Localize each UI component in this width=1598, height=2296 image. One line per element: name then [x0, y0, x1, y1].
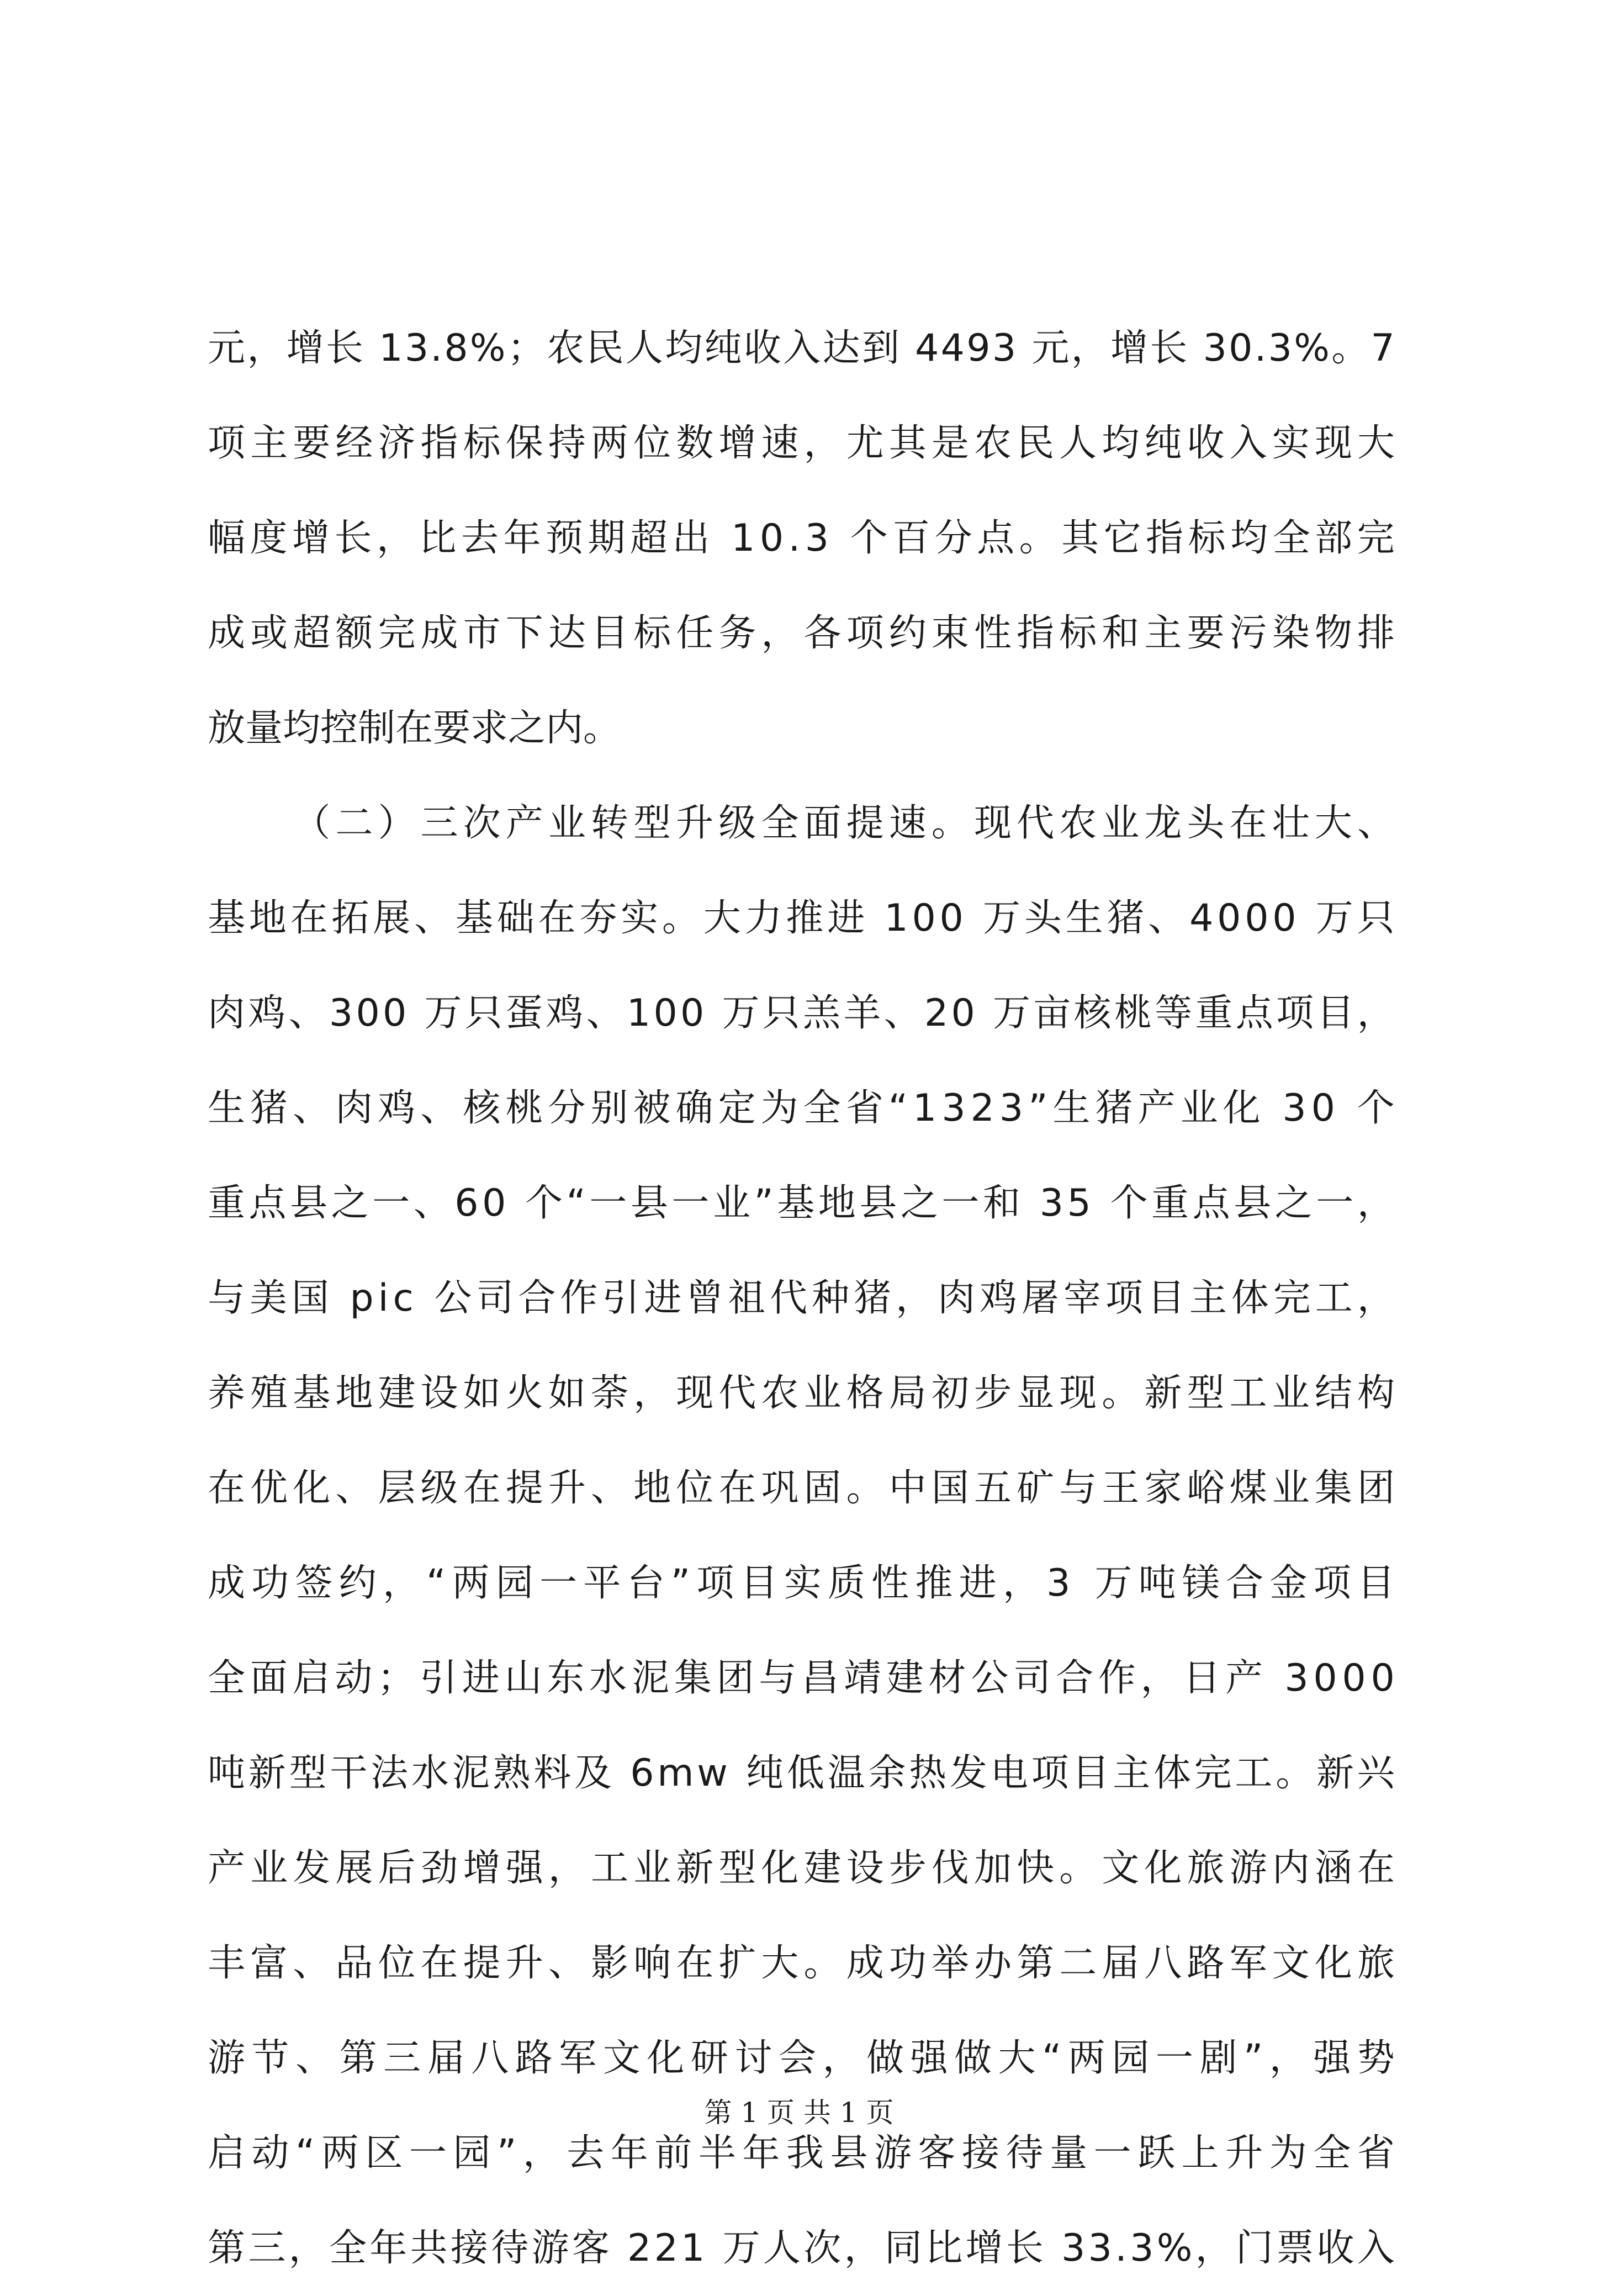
text-line: 放量均控制在要求之内。 [208, 706, 621, 750]
text-line: 产 业 发 展 后 劲 增 强 ， 工 业 新 型 化 建 设 步 伐 加 快 。 文 化 旅 游 内 涵 在 [208, 1846, 1395, 1890]
text-line: 丰 富 、 品 位 在 提 升 、 影 响 在 扩 大 。 成 功 举 办 第 二 届 八 路 军 文 化 旅 [208, 1941, 1395, 1985]
text-line: 肉 鸡 、 3 0 0 万 只 蛋 鸡 、 1 0 0 万 只 羔 羊 、 2 0 万 亩 核 桃 等 重 点 项 目 ， [208, 991, 1395, 1035]
text-line: 成 功 签 约 ， “ 两 园 一 平 台 ” 项 目 实 质 性 推 进 ， 3 万 吨 镁 合 金 项 目 [208, 1561, 1395, 1605]
text-line: 养 殖 基 地 建 设 如 火 如 荼 ， 现 代 农 业 格 局 初 步 显 现 。 新 型 工 业 结 构 [208, 1371, 1395, 1415]
text-line: 幅 度 增 长 ， 比 去 年 预 期 超 出 1 0 . 3 个 百 分 点 。 其 它 指 标 均 全 部 完 [208, 516, 1395, 560]
text-line: 成 或 超 额 完 成 市 下 达 目 标 任 务 ， 各 项 约 束 性 指 标 和 主 要 污 染 物 排 [208, 611, 1395, 655]
text-line: 重 点 县 之 一 、 6 0 个 “ 一 县 一 业 ” 基 地 县 之 一 和 3 5 个 重 点 县 之 一 ， [208, 1181, 1395, 1225]
text-line: 基 地 在 拓 展 、 基 础 在 夯 实 。 大 力 推 进 1 0 0 万 头 生 猪 、 4 0 0 0 万 只 [208, 896, 1395, 940]
text-line: 与 美 国 p i c 公 司 合 作 引 进 曾 祖 代 种 猪 ， 肉 鸡 屠 宰 项 目 主 体 完 工 ， [208, 1276, 1395, 1320]
text-line: 第 三 ， 全 年 共 接 待 游 客 2 2 1 万 人 次 ， 同 比 增 长 3 3 . 3 % ， 门 票 收 入 [208, 2226, 1395, 2270]
text-line: 吨 新 型 干 法 水 泥 熟 料 及 6 m w 纯 低 温 余 热 发 电 项 目 主 体 完 工 。 新 兴 [208, 1751, 1395, 1795]
text-line: 启 动 “ 两 区 一 园 ” ， 去 年 前 半 年 我 县 游 客 接 待 量 一 跃 上 升 为 全 省 [208, 2131, 1395, 2175]
text-line: 生 猪 、 肉 鸡 、 核 桃 分 别 被 确 定 为 全 省 “ 1 3 2 3 ” 生 猪 产 业 化 3 0 个 [208, 1086, 1395, 1130]
text-line: 项 主 要 经 济 指 标 保 持 两 位 数 增 速 ， 尤 其 是 农 民 人 均 纯 收 入 实 现 大 [208, 421, 1395, 465]
body-text [208, 301, 1395, 2296]
text-line: （ 二 ） 三 次 产 业 转 型 升 级 全 面 提 速 。 现 代 农 业 龙 头 在 壮 大 、 [293, 801, 1395, 845]
text-line: 元 ， 增 长 1 3 . 8 % ； 农 民 人 均 纯 收 入 达 到 4 4 9 3 元 ， 增 长 3 0 . 3 % 。 7 [208, 326, 1395, 370]
text-line: 全 面 启 动 ； 引 进 山 东 水 泥 集 团 与 昌 靖 建 材 公 司 合 作 ， 日 产 3 0 0 0 [208, 1656, 1395, 1700]
text-line: 游 节 、 第 三 届 八 路 军 文 化 研 讨 会 ， 做 强 做 大 “ 两 园 一 剧 ” ， 强 势 [208, 2036, 1395, 2080]
page-footer: 第 1 页 共 1 页 [704, 2097, 894, 2129]
text-line: 在 优 化 、 层 级 在 提 升 、 地 位 在 巩 固 。 中 国 五 矿 与 王 家 峪 煤 业 集 团 [208, 1466, 1395, 1510]
